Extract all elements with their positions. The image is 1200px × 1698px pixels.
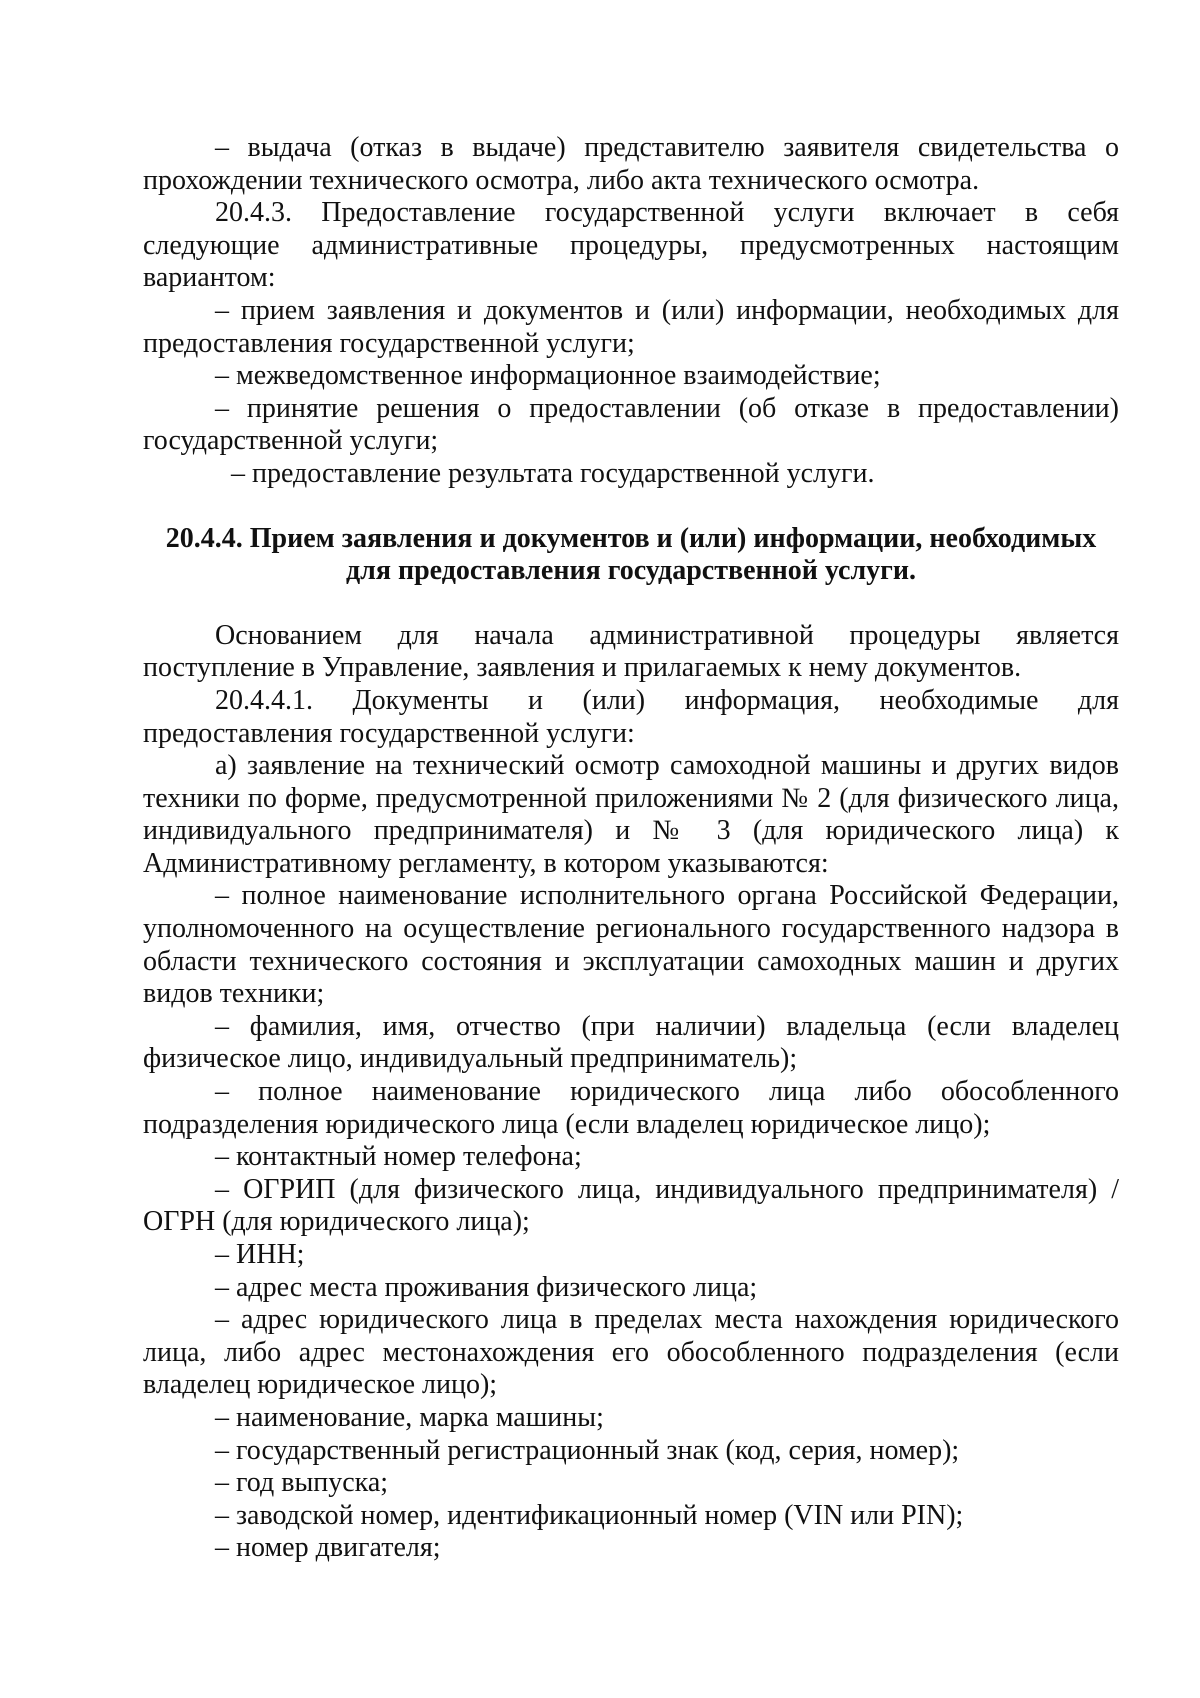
spacer bbox=[143, 588, 1119, 620]
list-item: – ОГРИП (для физического лица, индивидуального предпринимателя) / ОГРН (для юридического лица); bbox=[143, 1173, 1119, 1238]
paragraph: – выдача (отказ в выдаче) представителю заявителя свидетельства о прохождении технического осмотра, либо акта технического осмотра. bbox=[143, 132, 1119, 196]
paragraph: 20.4.3. Предоставление государственной услуги включает в себя следующие административные процедуры, предусмотренных настоящим вариантом: bbox=[143, 197, 1119, 294]
section-heading bbox=[143, 523, 1119, 588]
paragraph: а) заявление на технический осмотр самоходной машины и других видов техники по форме, предусмотренной приложениями № 2 (для физического лица, индивидуального предпринимателя) и № 3 (для юридического лица) к Административному регламенту, в котором указываются: bbox=[143, 750, 1119, 879]
intro-block bbox=[143, 132, 1119, 491]
list-item: – предоставление результата государственной услуги. bbox=[231, 457, 875, 489]
list-item: – ИНН; bbox=[215, 1239, 305, 1270]
list-item: – контактный номер телефона; bbox=[215, 1141, 582, 1173]
list-item: – межведомственное информационное взаимодействие; bbox=[215, 360, 881, 392]
list-item: – фамилия, имя, отчество (при наличии) владельца (если владелец физическое лицо, индивидуальный предприниматель); bbox=[143, 1010, 1119, 1075]
section-heading-line: для предоставления государственной услуги. bbox=[345, 555, 917, 587]
list-item: – год выпуска; bbox=[215, 1467, 389, 1499]
paragraph: 20.4.4.1. Документы и (или) информация, необходимые для предоставления государственной услуги: bbox=[143, 684, 1119, 749]
list-item: – государственный регистрационный знак (код, серия, номер); bbox=[215, 1434, 960, 1466]
list-item: – прием заявления и документов и (или) информации, необходимых для предоставления государственной услуги; bbox=[143, 294, 1119, 359]
section-heading-line: 20.4.4. Прием заявления и документов и (или) информации, необходимых bbox=[165, 522, 1097, 554]
paragraph: Основанием для начала административной процедуры является поступление в Управление, заявления и прилагаемых к нему документов. bbox=[143, 619, 1119, 684]
list-item: – адрес юридического лица в пределах места нахождения юридического лица, либо адрес местонахождения его обособленного подразделения (если владелец юридическое лицо); bbox=[143, 1304, 1119, 1401]
list-item: – полное наименование юридического лица либо обособленного подразделения юридического лица (если владелец юридическое лицо); bbox=[143, 1076, 1119, 1140]
list-item: – адрес места проживания физического лица; bbox=[215, 1271, 758, 1303]
list-item: – заводской номер, идентификационный номер (VIN или PIN); bbox=[215, 1499, 964, 1531]
body-block bbox=[143, 620, 1119, 1565]
spacer bbox=[143, 491, 1119, 523]
list-item: – принятие решения о предоставлении (об отказе в предоставлении) государственной услуги; bbox=[143, 392, 1119, 457]
list-item: – полное наименование исполнительного органа Российской Федерации, уполномоченного на осуществление регионального государственного надзора в области технического состояния и эксплуатации самоходных машин и других видов техники; bbox=[143, 880, 1119, 1010]
list-item: – номер двигателя; bbox=[215, 1532, 441, 1564]
document-page bbox=[143, 132, 1119, 1565]
list-item: – наименование, марка машины; bbox=[215, 1401, 604, 1433]
